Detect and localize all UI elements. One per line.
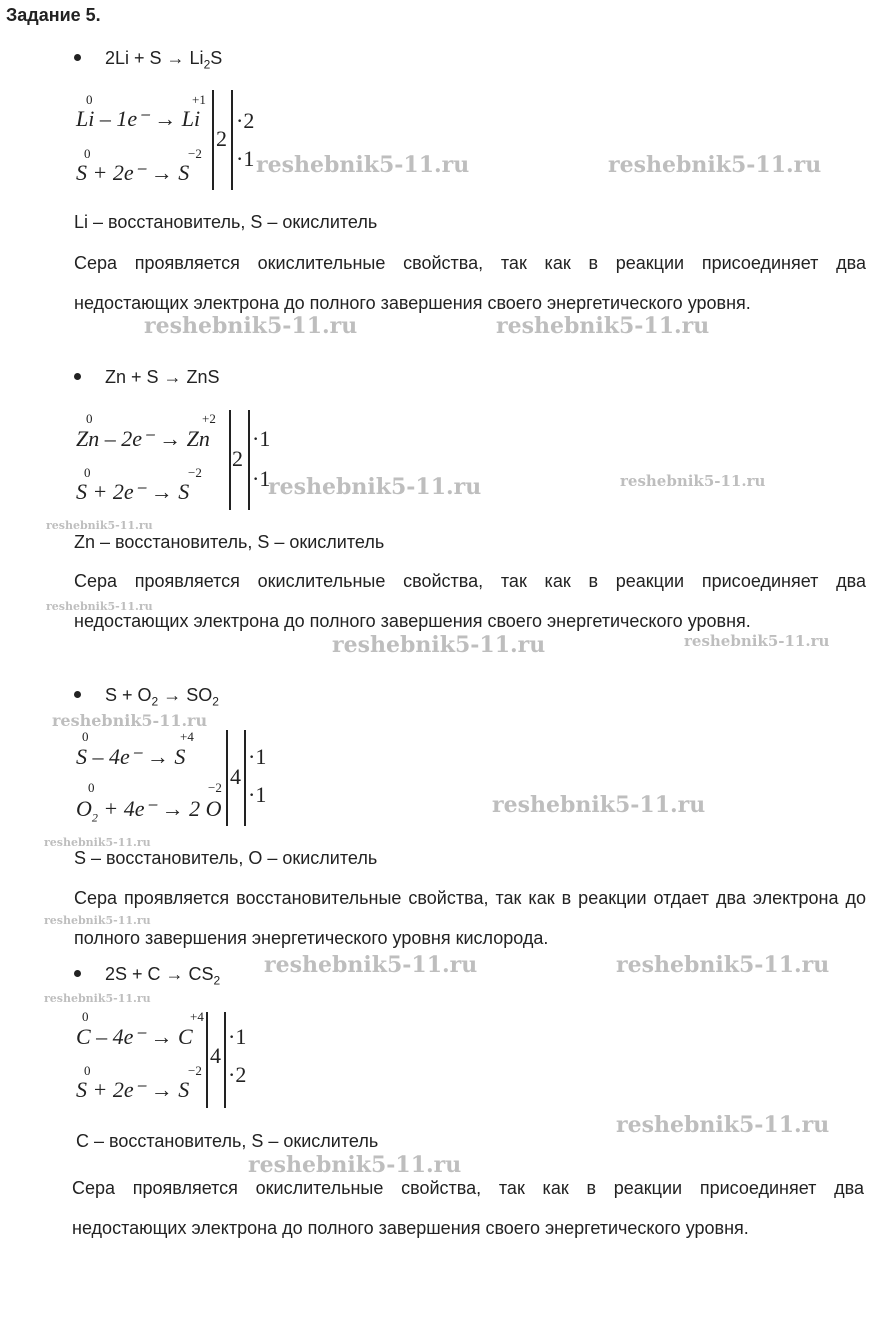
reaction-4-text: 2S + C → CS bbox=[105, 964, 214, 984]
reaction-4 bbox=[74, 964, 220, 988]
ox-state: 0 bbox=[84, 1063, 91, 1078]
bullet-icon bbox=[74, 970, 81, 977]
watermark: reshebnik5-11.ru bbox=[44, 992, 151, 1005]
watermark: reshebnik5-11.ru bbox=[44, 836, 151, 849]
half-equation-2 bbox=[76, 796, 222, 825]
roles-2: Zn – восстановитель, S – окислитель bbox=[74, 532, 385, 552]
watermark: reshebnik5-11.ru bbox=[248, 1152, 462, 1178]
multiplier-1: ·1 bbox=[248, 744, 267, 769]
ox-state: +2 bbox=[202, 411, 216, 426]
reaction-3-sub-a: 2 bbox=[151, 694, 159, 709]
ox-state: −2 bbox=[188, 1063, 202, 1078]
balance-line bbox=[248, 410, 250, 510]
eq2-a: O bbox=[76, 796, 92, 821]
ox-state: 0 bbox=[84, 146, 91, 161]
reaction-3-b: → SO bbox=[158, 685, 213, 705]
multiplier-2: ·2 bbox=[228, 1062, 247, 1087]
electron-total: 2 bbox=[216, 126, 227, 151]
balance-line bbox=[229, 410, 231, 510]
ox-state: 0 bbox=[88, 780, 95, 795]
multiplier-1: ·2 bbox=[236, 108, 255, 133]
balance-line bbox=[244, 730, 246, 826]
half-equation-2: S + 2e⁻ → S bbox=[76, 1077, 190, 1102]
bullet-icon bbox=[74, 373, 81, 380]
half-equation-1: Zn – 2e⁻ → Zn bbox=[76, 426, 210, 451]
watermark: reshebnik5-11.ru bbox=[268, 474, 482, 500]
explanation-4: Сера проявляется окислительные свойства, так как в реакции присоединяет два недостающих электрона до полного завершения своего энергетического уровня. bbox=[72, 1178, 864, 1238]
explanation-1: Сера проявляется окислительные свойства, так как в реакции присоединяет два недостающих электрона до полного завершения своего энергетического уровня. bbox=[74, 253, 866, 313]
balance-line bbox=[206, 1012, 208, 1108]
reaction-1-sub: 2 bbox=[203, 57, 211, 72]
eq2-b: + 4e⁻ → 2 O bbox=[97, 796, 222, 821]
balance-line bbox=[226, 730, 228, 826]
reaction-3-sub-b: 2 bbox=[212, 694, 219, 709]
half-equation-1: S – 4e⁻ → S bbox=[76, 744, 186, 769]
reaction-1 bbox=[74, 48, 222, 72]
watermark: reshebnik5-11.ru bbox=[46, 600, 153, 613]
reaction-4-sub: 2 bbox=[213, 973, 221, 988]
ox-state: −2 bbox=[208, 780, 222, 795]
electron-total: 2 bbox=[232, 446, 243, 471]
watermark: reshebnik5-11.ru bbox=[616, 1112, 830, 1138]
multiplier-2: ·1 bbox=[236, 146, 255, 171]
ox-state: +1 bbox=[192, 92, 206, 107]
half-equation-1: Li – 1e⁻ → Li bbox=[76, 106, 201, 131]
watermark: reshebnik5-11.ru bbox=[684, 632, 830, 650]
multiplier-2: ·1 bbox=[252, 466, 271, 491]
watermark: reshebnik5-11.ru bbox=[144, 313, 358, 339]
watermark: reshebnik5-11.ru bbox=[620, 472, 766, 490]
multiplier-2: ·1 bbox=[248, 782, 267, 807]
watermark: reshebnik5-11.ru bbox=[256, 152, 470, 178]
roles-3: S – восстановитель, O – окислитель bbox=[74, 848, 378, 868]
watermark: reshebnik5-11.ru bbox=[52, 711, 208, 730]
electron-total: 4 bbox=[210, 1043, 221, 1068]
explanation-3: Сера проявляется восстановительные свойства, так как в реакции отдает два электрона до полного завершения энергетического уровня кислорода. bbox=[74, 888, 866, 948]
watermark: reshebnik5-11.ru bbox=[608, 152, 822, 178]
watermark: reshebnik5-11.ru bbox=[44, 914, 151, 927]
watermark: reshebnik5-11.ru bbox=[616, 952, 830, 978]
page-title: Задание 5. bbox=[6, 5, 101, 25]
watermark: reshebnik5-11.ru bbox=[496, 313, 710, 339]
explanation-2: Сера проявляется окислительные свойства, так как в реакции присоединяет два недостающих электрона до полного завершения своего энергетического уровня. bbox=[74, 571, 866, 631]
eq2-sub: 2 bbox=[91, 810, 98, 825]
ox-state: −2 bbox=[188, 465, 202, 480]
ox-state: 0 bbox=[86, 92, 93, 107]
watermark: reshebnik5-11.ru bbox=[264, 952, 478, 978]
half-equation-1: C – 4e⁻ → C bbox=[76, 1024, 193, 1049]
ox-state: 0 bbox=[84, 465, 91, 480]
ox-state: +4 bbox=[190, 1009, 204, 1024]
reaction-1-tail: S bbox=[210, 48, 223, 68]
reaction-1-text: 2Li + S → Li bbox=[105, 48, 204, 68]
reaction-3-a: S + O bbox=[105, 685, 152, 705]
reaction-3 bbox=[74, 685, 219, 709]
ox-state: 0 bbox=[82, 729, 89, 744]
multiplier-1: ·1 bbox=[252, 426, 271, 451]
reaction-2 bbox=[74, 367, 220, 388]
ox-state: −2 bbox=[188, 146, 202, 161]
bullet-icon bbox=[74, 691, 81, 698]
bullet-icon bbox=[74, 54, 81, 61]
balance-line bbox=[231, 90, 233, 190]
half-equation-2: S + 2e⁻ → S bbox=[76, 479, 190, 504]
roles-4: C – восстановитель, S – окислитель bbox=[76, 1131, 379, 1151]
ox-state: 0 bbox=[86, 411, 93, 426]
ox-state: +4 bbox=[180, 729, 194, 744]
roles-1: Li – восстановитель, S – окислитель bbox=[74, 212, 378, 232]
electron-total: 4 bbox=[230, 764, 241, 789]
watermark: reshebnik5-11.ru bbox=[46, 519, 153, 532]
multiplier-1: ·1 bbox=[228, 1024, 247, 1049]
watermark: reshebnik5-11.ru bbox=[332, 632, 546, 658]
balance-line bbox=[212, 90, 214, 190]
reaction-2-text: Zn + S → ZnS bbox=[105, 367, 220, 387]
balance-line bbox=[224, 1012, 226, 1108]
watermark: reshebnik5-11.ru bbox=[492, 792, 706, 818]
half-equation-2: S + 2e⁻ → S bbox=[76, 160, 190, 185]
ox-state: 0 bbox=[82, 1009, 89, 1024]
